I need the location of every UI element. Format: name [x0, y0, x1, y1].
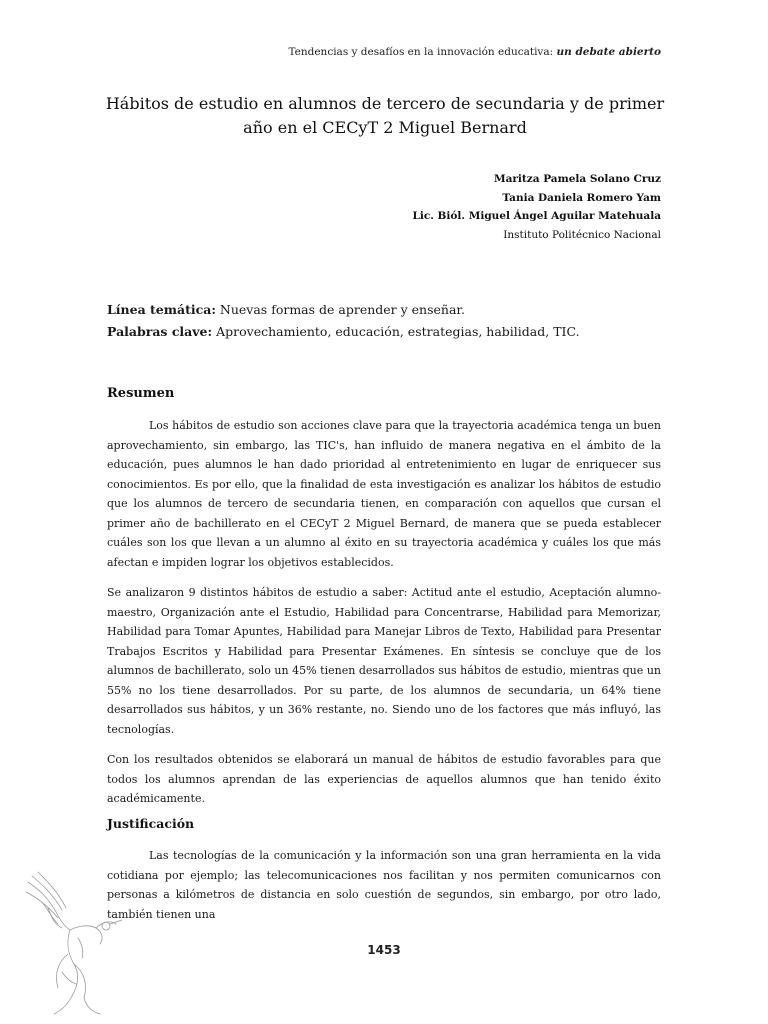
justificacion-heading: Justificación	[107, 816, 195, 831]
palabras-value: Aprovechamiento, educación, estrategias, habilidad, TIC.	[212, 324, 580, 339]
author-3: Lic. Biól. Miguel Ángel Aguilar Matehuala	[412, 210, 661, 222]
metadata-block	[107, 299, 667, 343]
author-1: Maritza Pamela Solano Cruz	[493, 173, 661, 185]
paper-title: Hábitos de estudio en alumnos de tercero de secundaria y de primer año en el CECyT 2 Miguel Bernard	[105, 94, 665, 137]
linea-tematica	[107, 299, 667, 321]
justificacion-paragraph-1: Las tecnologías de la comunicación y la información son una gran herramienta en la vida cotidiana por ejemplo; las telecomunicaciones nos facilitan y nos permiten comunicarnos con personas a kilómetros de distancia en solo cuestión de segundos, sin embargo, por otro lado, también tienen una	[107, 849, 661, 921]
justificacion-body	[107, 846, 661, 935]
header-text: Tendencias y desafíos en la innovación educativa:	[288, 46, 554, 58]
author-2: Tania Daniela Romero Yam	[502, 191, 661, 204]
resumen-heading: Resumen	[107, 386, 175, 401]
resumen-paragraph-2: Se analizaron 9 distintos hábitos de estudio a saber: Actitud ante el estudio, Aceptación alumno-maestro, Organización ante el Estudio, Habilidad para Concentrarse, Habilidad para Memorizar, Habilidad para Tomar Apuntes, Habilidad para Manejar Libros de Texto, Habilidad para Presentar Trabajos Escritos y Habilidad para Presentar Exámenes. En síntesis se concluye que de los alumnos de bachillerato, solo un 45% tienen desarrollados sus hábitos de estudio, mientras que un 55% no los tiene desarrollados. Por su parte, de los alumnos de secundaria, un 64% tiene desarrollados sus hábitos, y un 36% restante, no. Siendo uno de los factores que más influyó, las tecnologías.	[107, 586, 661, 736]
linea-value: Nuevas formas de aprender y enseñar.	[215, 302, 465, 317]
palabras-label: Palabras clave:	[107, 324, 213, 339]
resumen-paragraph-1: Los hábitos de estudio son acciones clave para que la trayectoria académica tenga un buen aprovechamiento, sin embargo, las TIC's, han influido de manera negativa en el ámbito de la educación, pues alumnos le han dado prioridad al entretenimiento en lugar de enriquecer sus conocimientos. Es por ello, que la finalidad de esta investigación es analizar los hábitos de estudio que los alumnos de tercero de secundaria tienen, en comparación con aquellos que cursan el primer año de bachillerato en el CECyT 2 Miguel Bernard, de manera que se pueda establecer cuáles son los que llevan a un alumno al éxito en su trayectoria académica y cuáles los que más afectan e impiden lograr los objetivos establecidos.	[107, 419, 661, 569]
institution: Instituto Politécnico Nacional	[503, 228, 661, 241]
resumen-paragraph-3: Con los resultados obtenidos se elaborará un manual de hábitos de estudio favorables para que todos los alumnos aprendan de las experiencias de aquellos alumnos que han tenido éxito académicamente.	[107, 753, 661, 805]
author-block	[412, 170, 661, 244]
header-emphasis: un debate abierto	[556, 46, 661, 58]
linea-label: Línea temática:	[107, 302, 216, 317]
page-number: 1453	[367, 943, 401, 957]
running-header	[288, 46, 661, 58]
resumen-body	[107, 416, 661, 820]
palabras-clave	[107, 321, 667, 343]
bird-illustration-icon	[18, 868, 128, 1018]
